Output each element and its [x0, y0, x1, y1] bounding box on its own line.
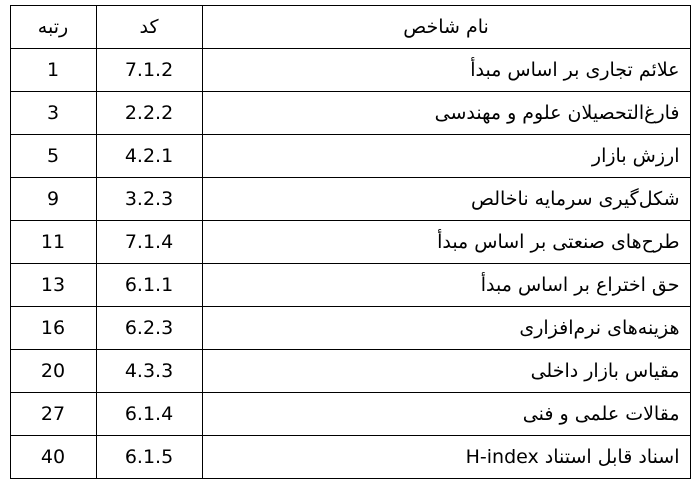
cell-rank: 9 [10, 178, 96, 221]
cell-code: 4.2.1 [96, 135, 202, 178]
table-row [10, 350, 690, 393]
table-row [10, 307, 690, 350]
cell-code: 7.1.4 [96, 221, 202, 264]
cell-name: ارزش بازار [202, 135, 690, 178]
cell-rank: 11 [10, 221, 96, 264]
cell-rank: 20 [10, 350, 96, 393]
cell-code: 3.2.3 [96, 178, 202, 221]
table-row [10, 178, 690, 221]
cell-rank: 13 [10, 264, 96, 307]
cell-code: 2.2.2 [96, 92, 202, 135]
cell-code: 7.1.2 [96, 49, 202, 92]
column-header-code: کد [96, 6, 202, 49]
cell-rank: 27 [10, 393, 96, 436]
table-row [10, 135, 690, 178]
cell-name: مقالات علمی و فنی [202, 393, 690, 436]
column-header-name: نام شاخص [202, 6, 690, 49]
cell-name: اسناد قابل استناد H-index [202, 436, 690, 479]
cell-code: 6.1.1 [96, 264, 202, 307]
cell-rank: 16 [10, 307, 96, 350]
cell-name: مقیاس بازار داخلی [202, 350, 690, 393]
cell-code: 6.1.5 [96, 436, 202, 479]
table-row [10, 264, 690, 307]
cell-rank: 5 [10, 135, 96, 178]
table-header-row [10, 6, 690, 49]
table-row [10, 49, 690, 92]
table-row [10, 92, 690, 135]
cell-rank: 1 [10, 49, 96, 92]
cell-name: شکل‌گیری سرمایه ناخالص [202, 178, 690, 221]
cell-name: حق اختراع بر اساس مبدأ [202, 264, 690, 307]
cell-code: 6.1.4 [96, 393, 202, 436]
table-row [10, 393, 690, 436]
cell-rank: 3 [10, 92, 96, 135]
indicators-table [10, 5, 691, 479]
cell-name: علائم تجاری بر اساس مبدأ [202, 49, 690, 92]
table-row [10, 221, 690, 264]
cell-code: 4.3.3 [96, 350, 202, 393]
column-header-rank: رتبه [10, 6, 96, 49]
table-row [10, 436, 690, 479]
table-header [10, 6, 690, 49]
table-body [10, 49, 690, 479]
cell-name: فارغ‌التحصیلان علوم و مهندسی [202, 92, 690, 135]
cell-code: 6.2.3 [96, 307, 202, 350]
cell-name: طرح‌های صنعتی بر اساس مبدأ [202, 221, 690, 264]
cell-name: هزینه‌های نرم‌افزاری [202, 307, 690, 350]
cell-rank: 40 [10, 436, 96, 479]
